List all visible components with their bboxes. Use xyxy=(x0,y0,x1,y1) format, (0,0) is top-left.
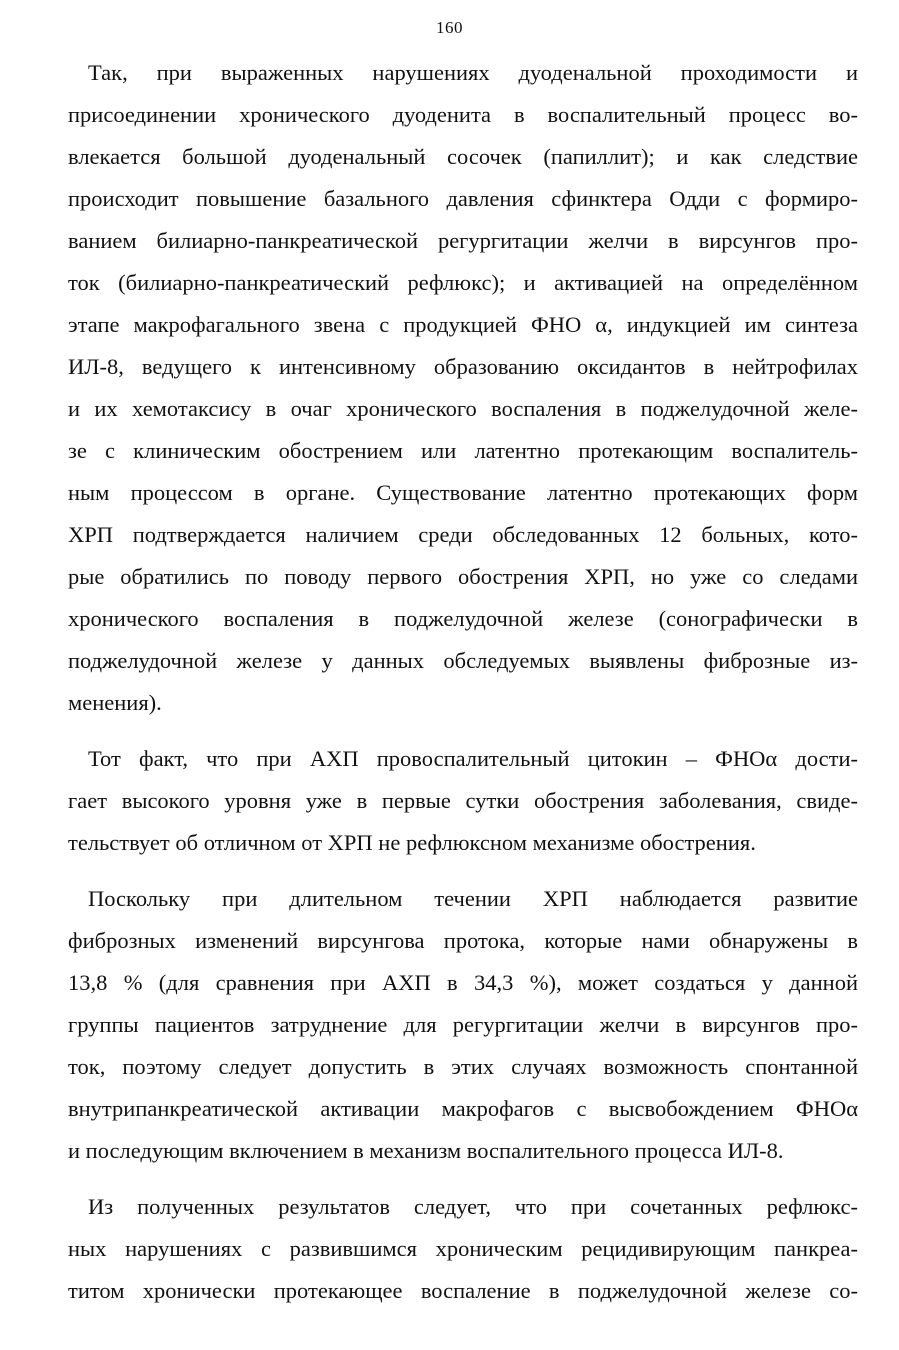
text-line: Так, при выраженных нарушениях дуоденальной проходимости и xyxy=(88,60,858,85)
paragraph-gap xyxy=(68,1172,858,1186)
paragraph-4 xyxy=(68,1186,858,1312)
page-number: 160 xyxy=(436,18,463,37)
text-line: влекается большой дуоденальный сосочек (папиллит); и как следствие xyxy=(68,144,858,169)
text-line: ных нарушениях с развившимся хроническим рецидивирующим панкреа- xyxy=(68,1236,858,1261)
text-line: хронического воспаления в поджелудочной железе (сонографически в xyxy=(68,606,858,631)
text-line: этапе макрофагального звена с продукцией ФНО α, индукцией им синтеза xyxy=(68,312,858,337)
text-line: Из полученных результатов следует, что при сочетанных рефлюкс- xyxy=(88,1194,858,1219)
text-line: ванием билиарно-панкреатической регургитации желчи в вирсунгов про- xyxy=(68,228,858,253)
text-line: зе с клиническим обострением или латентно протекающим воспалитель- xyxy=(68,438,858,463)
text-line: тельствует об отличном от ХРП не рефлюксном механизме обострения. xyxy=(68,830,756,855)
paragraph-gap xyxy=(68,864,858,878)
paragraph-2 xyxy=(68,738,858,864)
text-line: и последующим включением в механизм воспалительного процесса ИЛ-8. xyxy=(68,1138,784,1163)
text-line: менения). xyxy=(68,690,162,715)
paragraph-1 xyxy=(68,52,858,724)
text-line: Тот факт, что при АХП провоспалительный цитокин – ФНОα дости- xyxy=(88,746,858,771)
text-line: гает высокого уровня уже в первые сутки обострения заболевания, свиде- xyxy=(68,788,858,813)
text-line: рые обратились по поводу первого обострения ХРП, но уже со следами xyxy=(68,564,858,589)
text-line: ИЛ-8, ведущего к интенсивному образованию оксидантов в нейтрофилах xyxy=(68,354,858,379)
text-line: группы пациентов затруднение для регургитации желчи в вирсунгов про- xyxy=(68,1012,858,1037)
text-line: присоединении хронического дуоденита в воспалительный процесс во- xyxy=(68,102,858,127)
text-line: ным процессом в органе. Существование латентно протекающих форм xyxy=(68,480,858,505)
text-line: и их хемотаксису в очаг хронического воспаления в поджелудочной желе- xyxy=(68,396,858,421)
text-line: ток, поэтому следует допустить в этих случаях возможность спонтанной xyxy=(68,1054,858,1079)
text-line: Поскольку при длительном течении ХРП наблюдается развитие xyxy=(88,886,858,911)
paragraph-gap xyxy=(68,724,858,738)
text-line: титом хронически протекающее воспаление в поджелудочной железе со- xyxy=(68,1278,858,1303)
text-line: фиброзных изменений вирсунгова протока, которые нами обнаружены в xyxy=(68,928,858,953)
text-line: 13,8 % (для сравнения при АХП в 34,3 %), может создаться у данной xyxy=(68,970,858,995)
text-line: поджелудочной железе у данных обследуемых выявлены фиброзные из- xyxy=(68,648,858,673)
text-line: ток (билиарно-панкреатический рефлюкс); и активацией на определённом xyxy=(68,270,858,295)
text-line: ХРП подтверждается наличием среди обследованных 12 больных, кото- xyxy=(68,522,858,547)
text-line: происходит повышение базального давления сфинктера Одди с формиро- xyxy=(68,186,858,211)
document-body xyxy=(68,52,858,1312)
text-line: внутрипанкреатической активации макрофагов с высвобождением ФНОα xyxy=(68,1096,858,1121)
paragraph-3 xyxy=(68,878,858,1172)
